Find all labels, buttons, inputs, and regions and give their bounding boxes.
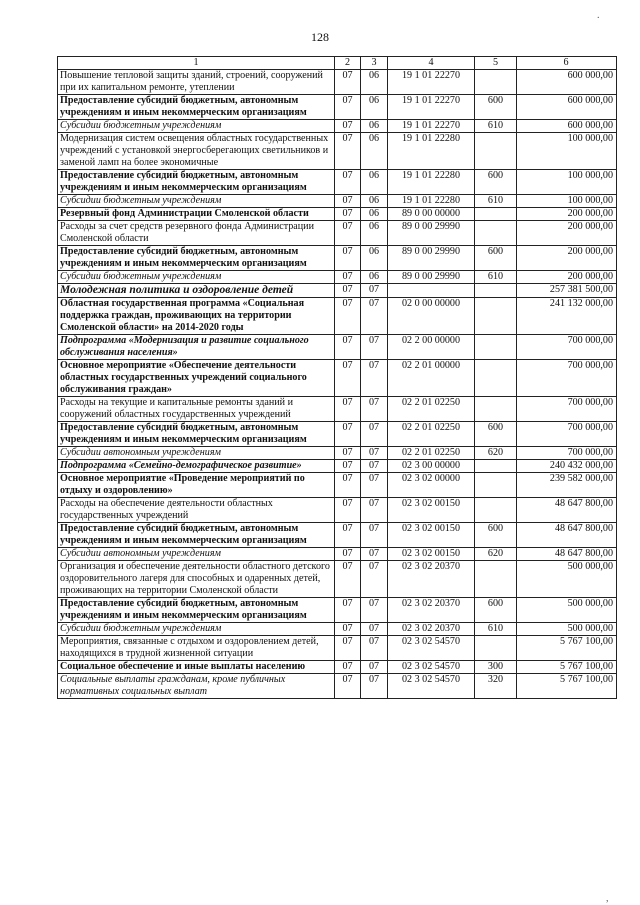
row-subsection: 07: [361, 335, 388, 360]
row-expense-type: 610: [475, 271, 517, 284]
budget-table-container: [57, 56, 613, 699]
row-target-code: 19 1 01 22270: [388, 95, 475, 120]
table-row: [58, 208, 617, 221]
row-section: 07: [335, 561, 361, 598]
table-row: [58, 623, 617, 636]
row-amount: 241 132 000,00: [517, 298, 617, 335]
row-name: Субсидии автономным учреждениям: [58, 548, 335, 561]
table-row: [58, 246, 617, 271]
row-expense-type: [475, 221, 517, 246]
row-amount: 700 000,00: [517, 335, 617, 360]
row-target-code: 02 3 02 54570: [388, 636, 475, 661]
table-row: [58, 447, 617, 460]
row-name: Расходы на текущие и капитальные ремонты зданий и сооружений областных государственных учреждений: [58, 397, 335, 422]
table-row: [58, 221, 617, 246]
row-subsection: 06: [361, 246, 388, 271]
row-section: 07: [335, 674, 361, 699]
row-name: Предоставление субсидий бюджетным, автономным учреждениям и иным некоммерческим организациям: [58, 246, 335, 271]
row-section: 07: [335, 195, 361, 208]
table-row: [58, 397, 617, 422]
table-row: [58, 598, 617, 623]
row-subsection: 06: [361, 221, 388, 246]
header-col-5: 5: [475, 57, 517, 70]
row-subsection: 07: [361, 523, 388, 548]
row-expense-type: [475, 208, 517, 221]
row-subsection: 06: [361, 133, 388, 170]
row-amount: 100 000,00: [517, 133, 617, 170]
row-target-code: 02 3 02 00150: [388, 523, 475, 548]
row-expense-type: [475, 397, 517, 422]
row-name: Субсидии бюджетным учреждениям: [58, 195, 335, 208]
row-amount: 600 000,00: [517, 120, 617, 133]
row-expense-type: 300: [475, 661, 517, 674]
row-subsection: 07: [361, 674, 388, 699]
row-name: Мероприятия, связанные с отдыхом и оздоровлением детей, находящихся в трудной жизненной ситуации: [58, 636, 335, 661]
row-subsection: 07: [361, 298, 388, 335]
row-target-code: 02 2 01 02250: [388, 447, 475, 460]
table-row: [58, 298, 617, 335]
table-row: [58, 360, 617, 397]
table-row: [58, 335, 617, 360]
row-section: 07: [335, 422, 361, 447]
row-amount: 200 000,00: [517, 246, 617, 271]
row-amount: 200 000,00: [517, 271, 617, 284]
table-row: [58, 523, 617, 548]
row-target-code: 02 2 01 02250: [388, 422, 475, 447]
row-section: 07: [335, 460, 361, 473]
row-section: 07: [335, 133, 361, 170]
row-target-code: 19 1 01 22280: [388, 170, 475, 195]
header-col-6: 6: [517, 57, 617, 70]
row-subsection: 06: [361, 208, 388, 221]
row-expense-type: 620: [475, 447, 517, 460]
row-section: 07: [335, 246, 361, 271]
row-amount: 48 647 800,00: [517, 498, 617, 523]
row-name: Организация и обеспечение деятельности областного детского оздоровительного лагеря для способных и одаренных детей, проживающих на территории Смоленской области: [58, 561, 335, 598]
row-target-code: 89 0 00 00000: [388, 208, 475, 221]
row-section: 07: [335, 70, 361, 95]
row-expense-type: [475, 473, 517, 498]
row-expense-type: [475, 70, 517, 95]
row-name: Резервный фонд Администрации Смоленской области: [58, 208, 335, 221]
row-target-code: 19 1 01 22270: [388, 120, 475, 133]
row-name: Предоставление субсидий бюджетным, автономным учреждениям и иным некоммерческим организациям: [58, 422, 335, 447]
table-row: [58, 561, 617, 598]
row-name: Социальные выплаты гражданам, кроме публичных нормативных социальных выплат: [58, 674, 335, 699]
row-amount: 100 000,00: [517, 195, 617, 208]
row-target-code: 89 0 00 29990: [388, 246, 475, 271]
row-amount: 600 000,00: [517, 70, 617, 95]
row-expense-type: 600: [475, 95, 517, 120]
row-name: Подпрограмма «Модернизация и развитие социального обслуживания населения»: [58, 335, 335, 360]
row-expense-type: [475, 460, 517, 473]
row-target-code: 02 2 01 02250: [388, 397, 475, 422]
table-row: [58, 498, 617, 523]
row-name: Субсидии автономным учреждениям: [58, 447, 335, 460]
row-subsection: 07: [361, 360, 388, 397]
row-subsection: 06: [361, 170, 388, 195]
row-amount: 200 000,00: [517, 208, 617, 221]
row-subsection: 07: [361, 422, 388, 447]
header-col-3: 3: [361, 57, 388, 70]
table-row: [58, 195, 617, 208]
row-amount: 500 000,00: [517, 561, 617, 598]
row-amount: 700 000,00: [517, 397, 617, 422]
row-expense-type: [475, 298, 517, 335]
table-row: [58, 473, 617, 498]
table-row: [58, 636, 617, 661]
row-name: Предоставление субсидий бюджетным, автономным учреждениям и иным некоммерческим организациям: [58, 598, 335, 623]
row-target-code: 02 3 00 00000: [388, 460, 475, 473]
row-section: 07: [335, 548, 361, 561]
row-name: Предоставление субсидий бюджетным, автономным учреждениям и иным некоммерческим организациям: [58, 523, 335, 548]
row-expense-type: 620: [475, 548, 517, 561]
row-name: Расходы на обеспечение деятельности областных государственных учреждений: [58, 498, 335, 523]
table-row: [58, 133, 617, 170]
row-section: 07: [335, 498, 361, 523]
budget-table: [57, 56, 617, 699]
row-amount: 48 647 800,00: [517, 523, 617, 548]
row-target-code: 02 3 02 54570: [388, 674, 475, 699]
row-section: 07: [335, 208, 361, 221]
row-name: Подпрограмма «Семейно-демографическое развитие»: [58, 460, 335, 473]
row-amount: 700 000,00: [517, 422, 617, 447]
page-number: 128: [311, 30, 329, 44]
row-subsection: 07: [361, 460, 388, 473]
row-target-code: 19 1 01 22270: [388, 70, 475, 95]
row-section: 07: [335, 335, 361, 360]
row-subsection: 07: [361, 473, 388, 498]
header-col-2: 2: [335, 57, 361, 70]
row-section: 07: [335, 120, 361, 133]
row-expense-type: 600: [475, 523, 517, 548]
row-section: 07: [335, 636, 361, 661]
row-name: Расходы за счет средств резервного фонда Администрации Смоленской области: [58, 221, 335, 246]
row-section: 07: [335, 284, 361, 298]
row-section: 07: [335, 95, 361, 120]
row-amount: 700 000,00: [517, 360, 617, 397]
row-target-code: 89 0 00 29990: [388, 271, 475, 284]
row-subsection: 07: [361, 623, 388, 636]
scan-mark-bottom: ,: [606, 893, 609, 904]
table-row: [58, 284, 617, 298]
row-expense-type: [475, 561, 517, 598]
row-name: Областная государственная программа «Социальная поддержка граждан, проживающих на территории Смоленской области» на 2014-2020 годы: [58, 298, 335, 335]
row-section: 07: [335, 523, 361, 548]
row-amount: 257 381 500,00: [517, 284, 617, 298]
row-subsection: 07: [361, 284, 388, 298]
row-subsection: 06: [361, 70, 388, 95]
row-target-code: 19 1 01 22280: [388, 133, 475, 170]
row-target-code: 89 0 00 29990: [388, 221, 475, 246]
row-amount: 5 767 100,00: [517, 636, 617, 661]
row-amount: 240 432 000,00: [517, 460, 617, 473]
row-target-code: 02 3 02 00150: [388, 548, 475, 561]
row-subsection: 07: [361, 397, 388, 422]
row-name: Модернизация систем освещения областных государственных учреждений с установкой энергосберегающих светильников и заменой ламп на более экономичные: [58, 133, 335, 170]
row-amount: 48 647 800,00: [517, 548, 617, 561]
row-target-code: 02 3 02 20370: [388, 623, 475, 636]
header-col-4: 4: [388, 57, 475, 70]
row-expense-type: 610: [475, 623, 517, 636]
row-amount: 600 000,00: [517, 95, 617, 120]
row-expense-type: [475, 636, 517, 661]
row-target-code: 19 1 01 22280: [388, 195, 475, 208]
row-name: Основное мероприятие «Обеспечение деятельности областных государственных учреждений социального обслуживания граждан»: [58, 360, 335, 397]
row-subsection: 06: [361, 195, 388, 208]
row-target-code: 02 3 02 00150: [388, 498, 475, 523]
table-row: [58, 460, 617, 473]
table-row: [58, 271, 617, 284]
row-subsection: 06: [361, 120, 388, 133]
row-subsection: 06: [361, 271, 388, 284]
row-expense-type: 600: [475, 422, 517, 447]
row-amount: 239 582 000,00: [517, 473, 617, 498]
row-expense-type: 320: [475, 674, 517, 699]
row-expense-type: 600: [475, 598, 517, 623]
row-name: Предоставление субсидий бюджетным, автономным учреждениям и иным некоммерческим организациям: [58, 170, 335, 195]
row-section: 07: [335, 473, 361, 498]
table-row: [58, 70, 617, 95]
row-amount: 700 000,00: [517, 447, 617, 460]
row-name: Предоставление субсидий бюджетным, автономным учреждениям и иным некоммерческим организациям: [58, 95, 335, 120]
row-name: Основное мероприятие «Проведение мероприятий по отдыху и оздоровлению»: [58, 473, 335, 498]
row-amount: 100 000,00: [517, 170, 617, 195]
table-row: [58, 120, 617, 133]
table-row: [58, 661, 617, 674]
row-name: Молодежная политика и оздоровление детей: [58, 284, 335, 298]
table-row: [58, 95, 617, 120]
row-subsection: 07: [361, 661, 388, 674]
row-subsection: 07: [361, 636, 388, 661]
row-expense-type: [475, 335, 517, 360]
row-expense-type: 610: [475, 195, 517, 208]
row-expense-type: 610: [475, 120, 517, 133]
row-section: 07: [335, 221, 361, 246]
row-section: 07: [335, 360, 361, 397]
row-subsection: 07: [361, 598, 388, 623]
row-target-code: 02 0 00 00000: [388, 298, 475, 335]
row-amount: 500 000,00: [517, 598, 617, 623]
row-section: 07: [335, 298, 361, 335]
row-expense-type: [475, 133, 517, 170]
row-target-code: 02 3 02 20370: [388, 561, 475, 598]
row-section: 07: [335, 661, 361, 674]
row-target-code: 02 2 01 00000: [388, 360, 475, 397]
table-row: [58, 548, 617, 561]
row-amount: 5 767 100,00: [517, 661, 617, 674]
row-amount: 5 767 100,00: [517, 674, 617, 699]
row-section: 07: [335, 271, 361, 284]
row-target-code: 02 3 02 00000: [388, 473, 475, 498]
row-name: Субсидии бюджетным учреждениям: [58, 623, 335, 636]
row-amount: 200 000,00: [517, 221, 617, 246]
row-amount: 500 000,00: [517, 623, 617, 636]
header-col-1: 1: [58, 57, 335, 70]
row-name: Субсидии бюджетным учреждениям: [58, 120, 335, 133]
row-expense-type: [475, 284, 517, 298]
row-name: Социальное обеспечение и иные выплаты населению: [58, 661, 335, 674]
table-row: [58, 422, 617, 447]
row-subsection: 07: [361, 447, 388, 460]
row-expense-type: 600: [475, 246, 517, 271]
row-subsection: 07: [361, 548, 388, 561]
row-name: Субсидии бюджетным учреждениям: [58, 271, 335, 284]
table-row: [58, 674, 617, 699]
row-subsection: 07: [361, 498, 388, 523]
row-section: 07: [335, 598, 361, 623]
row-subsection: 07: [361, 561, 388, 598]
table-header-row: [58, 57, 617, 70]
row-target-code: 02 3 02 20370: [388, 598, 475, 623]
row-name: Повышение тепловой защиты зданий, строений, сооружений при их капитальном ремонте, утеплении: [58, 70, 335, 95]
row-expense-type: [475, 498, 517, 523]
row-section: 07: [335, 170, 361, 195]
row-section: 07: [335, 397, 361, 422]
row-expense-type: [475, 360, 517, 397]
row-subsection: 06: [361, 95, 388, 120]
row-target-code: 02 2 00 00000: [388, 335, 475, 360]
row-target-code: 02 3 02 54570: [388, 661, 475, 674]
row-section: 07: [335, 623, 361, 636]
row-section: 07: [335, 447, 361, 460]
row-expense-type: 600: [475, 170, 517, 195]
table-row: [58, 170, 617, 195]
scan-mark-top: .: [597, 10, 600, 21]
row-target-code: [388, 284, 475, 298]
